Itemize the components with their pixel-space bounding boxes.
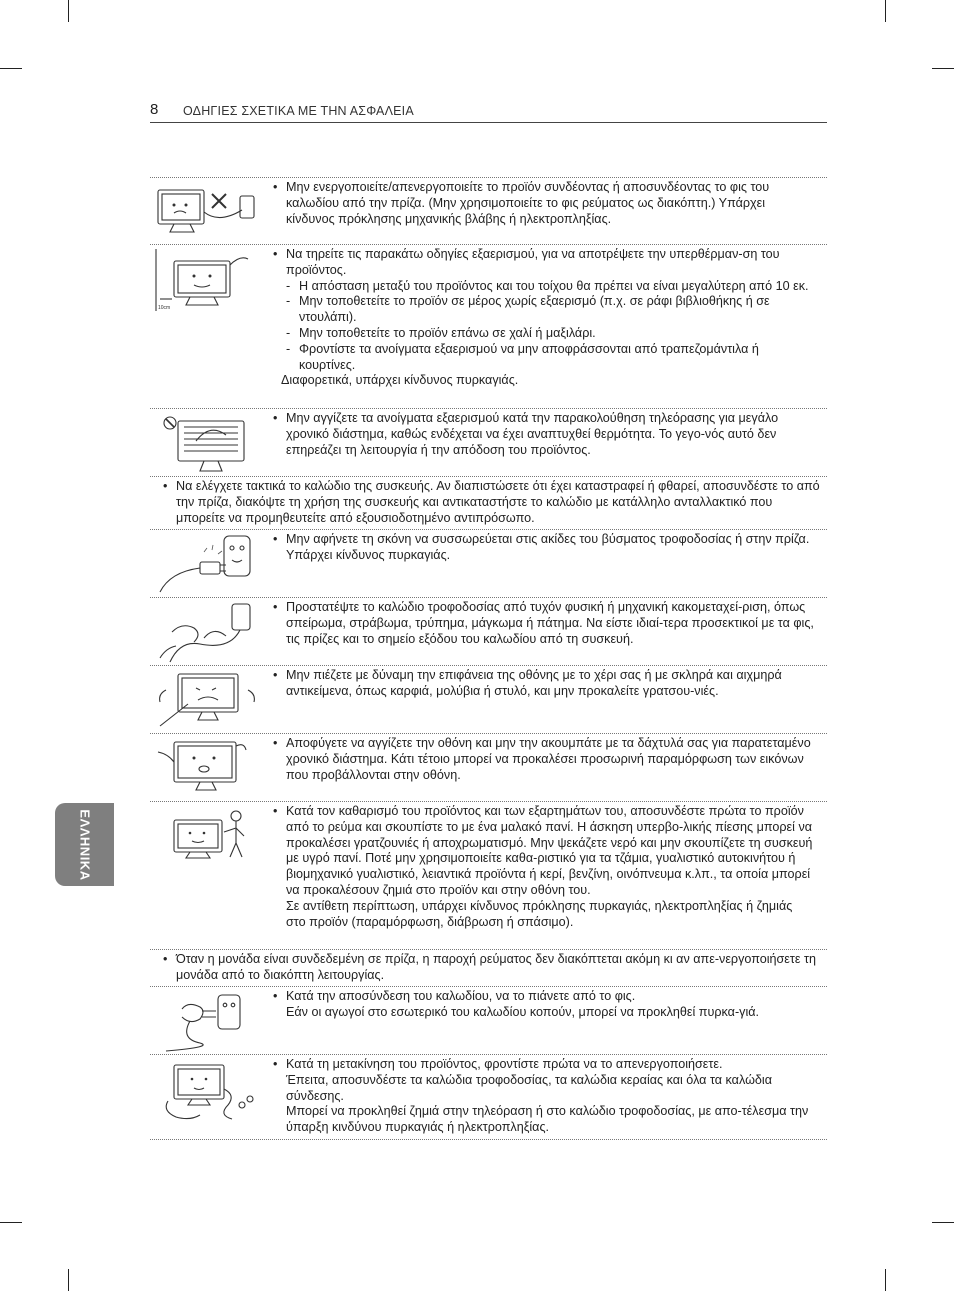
bullet-text: • Να τηρείτε τις παρακάτω οδηγίες εξαερισμού, για να αποτρέψετε την υπερθέρμαν-ση του προϊόντος. [270,247,815,279]
safety-row [150,665,827,734]
safety-row [150,408,827,477]
crop-mark [0,1222,22,1223]
note-text: Έπειτα, αποσυνδέστε τα καλώδια τροφοδοσίας, τα καλώδια κεραίας και όλα τα καλώδια σύνδεσης. [286,1072,772,1103]
language-tab [55,803,114,886]
bullet-text: • Αποφύγετε να αγγίζετε την οθόνη και μην την ακουμπάτε με τα δάχτυλά σας για παρατεταμένο χρονικό διάστημα. Κάτι τέτοιο μπορεί να προκαλέσει προσωρινή παραμόρφωση των εικόνων που προβάλλονται στην οθόνη. [270,736,815,783]
crop-mark [932,1222,954,1223]
row-text [270,180,815,227]
row-text [270,668,815,700]
language-tab-label: ΕΛΛΗΝΙΚΑ [77,808,92,881]
safety-row [150,529,827,598]
unplug-by-plug-illustration [152,991,262,1053]
page-number: 8 [150,101,159,118]
dash-item: - Η απόσταση μεταξύ του προϊόντος και του τοίχου θα πρέπει να είναι μεγαλύτερη από 10 εκ. [270,279,815,295]
tv-vent-touch-illustration [152,413,262,475]
moving-tv-illustration [152,1059,262,1121]
safety-row [150,476,827,530]
row-text [270,1057,815,1136]
safety-row [150,177,827,245]
crop-mark [68,1269,69,1291]
cleaning-illustration [152,806,262,868]
bullet-text: • Μην αφήνετε τη σκόνη να συσσωρεύεται στις ακίδες του βύσματος τροφοδοσίας ή στην πρίζα. [270,532,815,548]
dusty-plug-illustration [152,534,262,596]
safety-row [150,801,827,950]
dash-item: - Μην τοποθετείτε το προϊόν επάνω σε χαλί ή μαξιλάρι. [270,326,815,342]
safety-row [150,949,827,987]
row-text [270,989,815,1021]
note-text: Υπάρχει κίνδυνος πυρκαγιάς. [286,547,451,562]
bullet-text: • Να ελέγχετε τακτικά το καλώδιο της συσκευής. Αν διαπιστώσετε ότι έχει καταστραφεί ή φθαρεί, αποσυνδέστε το από την πρίζα, διακόψτε τη χρήση της συσκευής και αντικαταστήστε το καλώδιο με κατάλληλο ανταλλακτικό που μπορείτε να προμηθευτείτε από εξουσιοδοτημένο αντιπρόσωπο. [160,479,820,526]
tv-unplug-illustration [152,182,262,244]
bullet-text: • Μην ενεργοποιείτε/απενεργοποιείτε το προϊόν συνδέοντας ή αποσυνδέοντας το φις του καλωδίου από την πρίζα. (Μην χρησιμοποιείτε το φις ρεύματος ως διακόπτη.) Υπάρχει κίνδυνος πρόκλησης μηχανικής βλάβης ή ηλεκτροπληξίας. [270,180,815,227]
bullet-text: • Κατά την αποσύνδεση του καλωδίου, να το πιάνετε από το φις. [270,989,815,1005]
bullet-text: • Κατά τη μετακίνηση του προϊόντος, φροντίστε πρώτα να το απενεργοποιήσετε. [270,1057,815,1073]
note-text: Μπορεί να προκληθεί ζημιά στην τηλεόραση ή στο καλώδιο τροφοδοσίας, με απο-τέλεσμα την ύπαρξη κινδύνου πυρκαγιάς ή ηλεκτροπληξίας. [286,1104,809,1135]
tv-ventilation-illustration [152,249,262,311]
safety-row [150,733,827,802]
safety-row [150,597,827,666]
bullet-text: • Προστατέψτε το καλώδιο τροφοδοσίας από τυχόν φυσική ή μηχανική κακομεταχεί-ριση, όπως σπείρωμα, στράβωμα, τρύπημα, μάγκωμα ή πάτημα. Να είστε ιδιαί-τερα προσεκτικοί με τα φις, τις πρίζες και το σημείο εξόδου του καλωδίου από τη συσκευή. [270,600,815,647]
row-text [270,411,815,458]
page-header [150,100,827,123]
header-title: ΟΔΗΓΙΕΣ ΣΧΕΤΙΚΑ ΜΕ ΤΗΝ ΑΣΦΑΛΕΙΑ [183,104,414,118]
note-text: Σε αντίθετη περίπτωση, υπάρχει κίνδυνος πρόκλησης πυρκαγιάς, ηλεκτροπληξίας ή ζημιάς στο προϊόν (παραμόρφωση, διάβρωση ή σπάσιμο). [286,898,793,929]
distance-label: 10cm [158,305,171,311]
row-text [270,804,815,930]
row-text [160,479,820,526]
crop-mark [885,1269,886,1291]
crop-mark [0,68,22,69]
row-text [160,952,820,984]
bullet-text: • Μην πιέζετε με δύναμη την επιφάνεια της οθόνης με το χέρι σας ή με σκληρά και αιχμηρά αντικείμενα, όπως καρφιά, μολύβια ή στυλό, και μην προκαλείτε γρατσου-νιές. [270,668,815,700]
note-text: Εάν οι αγωγοί στο εσωτερικό του καλωδίου κοπούν, μπορεί να προκληθεί πυρκα-γιά. [286,1004,760,1019]
row-text [270,600,815,647]
row-text [270,736,815,783]
row-text [270,532,815,564]
bullet-text: • Κατά τον καθαρισμό του προϊόντος και των εξαρτημάτων του, αποσυνδέστε πρώτα το προϊόν από το ρεύμα και σκουπίστε το με ένα μαλακό πανί. Η άσκηση υπερβο-λικής πίεσης μπορεί να προκαλέσει γρατζουνιές ή αποχρωματισμό. Μην ψεκάζετε νερό και μην σκουπίζετε τη συσκευή με υγρό πανί. Ποτέ μην χρησιμοποιείτε καθα-ριστικό για τα τζάμια, γυαλιστικό αυτοκινήτου ή βιομηχανικό γυαλιστικό, λειαντικά προϊόντα ή κερί, βενζίνη, οινόπνευμα κ.λπ., τα οποία μπορεί να προκαλέσουν ζημιά στο προϊόν και στην οθόνη του. [270,804,815,899]
screen-touch-illustration [152,738,262,800]
screen-pressure-illustration [152,670,262,732]
dash-item: - Φροντίστε τα ανοίγματα εξαερισμού να μην αποφράσσονται από τραπεζομάντιλα ή κουρτίνες. [270,342,815,374]
crop-mark [68,0,69,22]
bullet-text: • Μην αγγίζετε τα ανοίγματα εξαερισμού κατά την παρακολούθηση τηλεόρασης για μεγάλο χρονικό διάστημα, καθώς ενδέχεται να έχει αναπτυχθεί θερμότητα. Το γεγο-νός αυτό δεν επηρεάζει τη λειτουργία ή την απόδοση του προϊόντος. [270,411,815,458]
row-text [270,247,815,389]
crop-mark [885,0,886,22]
safety-row [150,1054,827,1140]
safety-row [150,244,827,409]
power-cord-care-illustration [152,602,262,664]
note-text: Διαφορετικά, υπάρχει κίνδυνος πυρκαγιάς. [281,373,519,388]
bullet-text: • Όταν η μονάδα είναι συνδεδεμένη σε πρίζα, η παροχή ρεύματος δεν διακόπτεται ακόμη κι αν απε-νεργοποιήσετε τη μονάδα από το διακόπτη λειτουργίας. [160,952,820,984]
dash-item: - Μην τοποθετείτε το προϊόν σε μέρος χωρίς εξαερισμό (π.χ. σε ράφι βιβλιοθήκης ή σε ντουλάπι). [270,294,815,326]
safety-row [150,986,827,1055]
crop-mark [932,68,954,69]
